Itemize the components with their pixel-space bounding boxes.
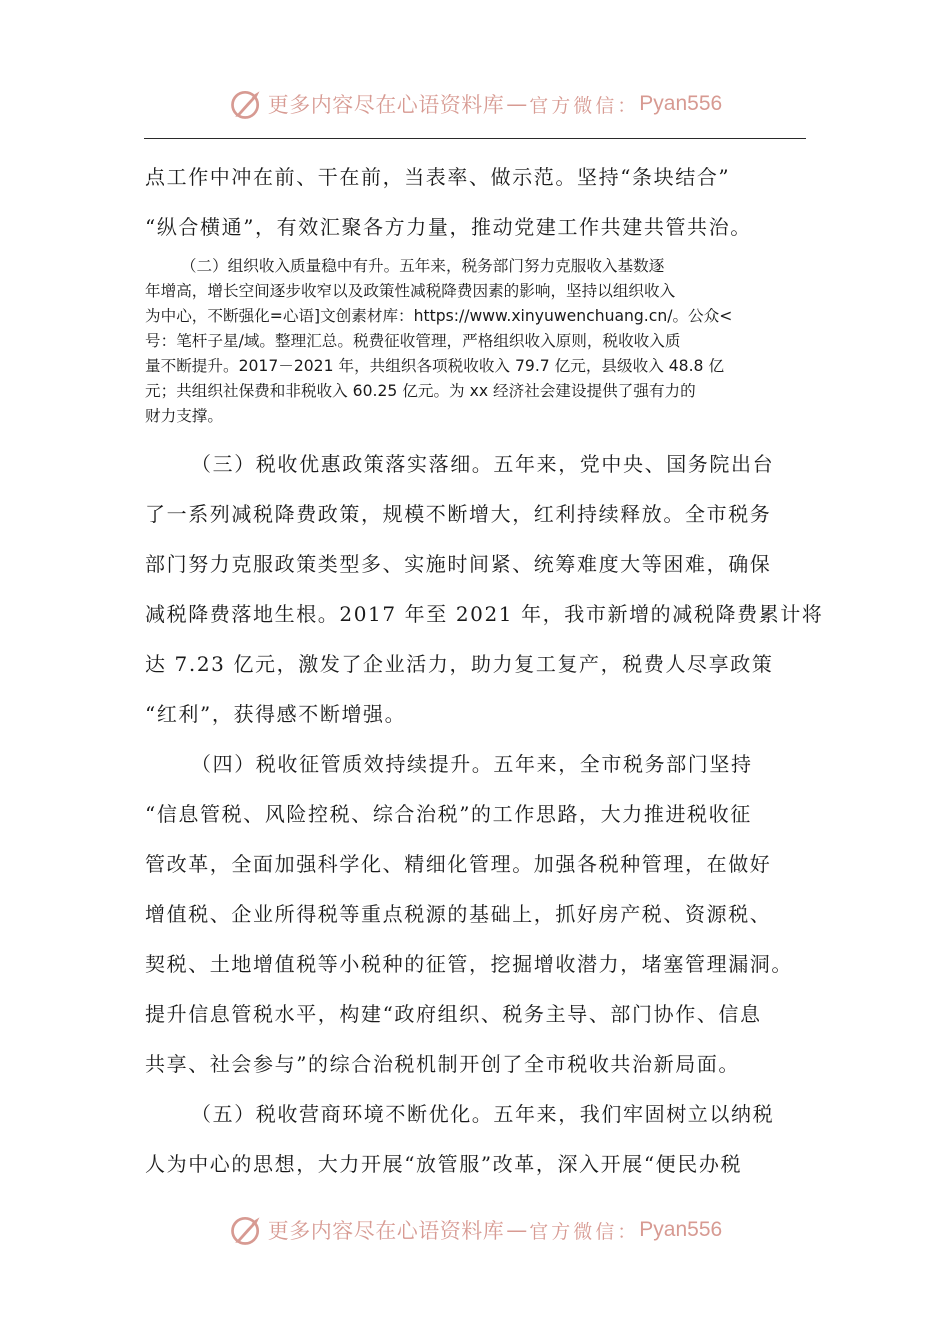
text-line: （四）税收征管质效持续提升。五年来，全市税务部门坚持 [191, 752, 753, 776]
text-line: 号：笔杆子星/域。整理汇总。税费征收管理，严格组织收入原则，税收收入质 [145, 332, 681, 350]
text-line: 共享、社会参与”的综合治税机制开创了全市税收共治新局面。 [145, 1052, 741, 1076]
text-line: 点工作中冲在前、干在前，当表率、做示范。坚持“条块结合” [145, 165, 731, 189]
text-line: 部门努力克服政策类型多、实施时间紧、统筹难度大等困难，确保 [145, 552, 772, 576]
header-wechat-label: 官方微信： [529, 94, 640, 117]
paragraph-tax-administration [145, 739, 807, 1089]
header-divider [144, 138, 806, 139]
text-line: 为中心，不断强化=心语]文创素材库：https://www.xinyuwenchuang.cn/。公众< [145, 307, 733, 325]
text-line: 元；共组织社保费和非税收入 60.25 亿元。为 xx 经济社会建设提供了强有力的 [145, 382, 696, 400]
quill-seal-logo-icon [228, 1212, 264, 1248]
text-line: “红利”，获得感不断增强。 [145, 702, 407, 726]
footer-wechat-label: 官方微信： [529, 1220, 640, 1243]
document-body [145, 152, 824, 1189]
text-line: 管改革，全面加强科学化、精细化管理。加强各税种管理，在做好 [145, 852, 772, 876]
footer-separator: — [506, 1218, 528, 1242]
text-line: 量不断提升。2017－2021 年，共组织各项税收收入 79.7 亿元，县级收入 48.8 亿 [145, 357, 725, 375]
text-line: 了一系列减税降费政策，规模不断增大，红利持续释放。全市税务 [145, 502, 772, 526]
header-separator: — [506, 92, 528, 116]
text-line: 财力支撑。 [145, 407, 223, 425]
footer-watermark [0, 1208, 950, 1252]
text-line: （五）税收营商环境不断优化。五年来，我们牢固树立以纳税 [191, 1102, 775, 1126]
text-line: 契税、土地增值税等小税种的征管，挖掘增收潜力，堵塞管理漏洞。 [145, 952, 793, 976]
text-line: 提升信息管税水平，构建“政府组织、税务主导、部门协作、信息 [145, 1002, 762, 1026]
text-line: “纵合横通”，有效汇聚各方力量，推动党建工作共建共管共治。 [145, 215, 752, 239]
paragraph-tax-incentives [145, 439, 824, 739]
text-line: 人为中心的思想，大力开展“放管服”改革，深入开展“便民办税 [145, 1152, 743, 1176]
text-line: “信息管税、风险控税、综合治税”的工作思路，大力推进税收征 [145, 802, 752, 826]
paragraph-business-environment [145, 1089, 807, 1189]
text-line: 年增高，增长空间逐步收窄以及政策性减税降费因素的影响，坚持以组织收入 [145, 282, 676, 300]
paragraph-revenue-quality [145, 254, 807, 429]
paragraph-party-building [145, 152, 807, 252]
header-brand-text: 更多内容尽在心语资料库 [267, 93, 505, 117]
footer-account: Pyan556 [639, 1218, 723, 1241]
header-account: Pyan556 [639, 92, 723, 115]
text-line: 达 7.23 亿元，激发了企业活力，助力复工复产，税费人尽享政策 [145, 652, 774, 676]
quill-seal-logo-icon [228, 86, 264, 122]
text-line: （二）组织收入质量稳中有升。五年来，税务部门努力克服收入基数逐 [180, 257, 665, 275]
text-line: 减税降费落地生根。2017 年至 2021 年，我市新增的减税降费累计将 [145, 602, 824, 626]
footer-brand-text: 更多内容尽在心语资料库 [267, 1219, 505, 1243]
text-line: （三）税收优惠政策落实落细。五年来，党中央、国务院出台 [191, 452, 775, 476]
text-line: 增值税、企业所得税等重点税源的基础上，抓好房产税、资源税、 [145, 902, 772, 926]
header-watermark [0, 82, 950, 126]
